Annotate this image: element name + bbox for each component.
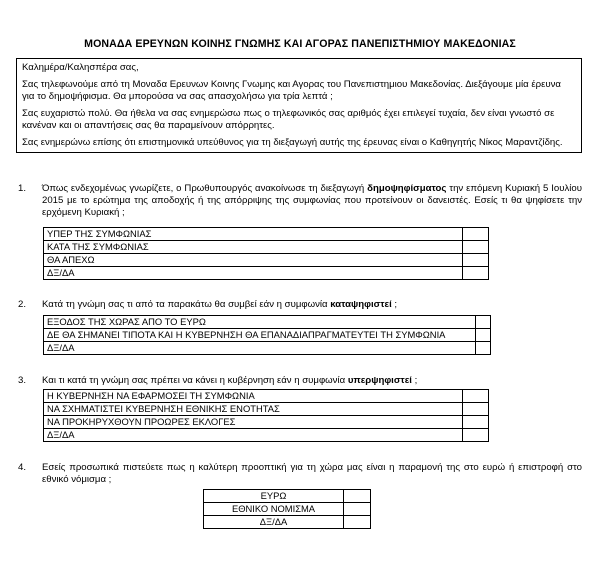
answer-checkbox[interactable] xyxy=(344,503,371,516)
answer-row xyxy=(44,329,491,342)
page-title: ΜΟΝΑΔΑ ΕΡΕΥΝΩΝ ΚΟΙΝΗΣ ΓΝΩΜΗΣ ΚΑΙ ΑΓΟΡΑΣ ΠΑΝΕΠΙΣΤΗΜΙΟΥ ΜΑΚΕΔΟΝΙΑΣ xyxy=(84,38,516,50)
answer-table-1 xyxy=(43,227,489,280)
question-number: 1. xyxy=(18,183,27,194)
answer-row xyxy=(204,503,371,516)
answer-checkbox[interactable] xyxy=(344,490,371,503)
answer-checkbox[interactable] xyxy=(463,429,489,442)
answer-label: ΕΞΟΔΟΣ ΤΗΣ ΧΩΡΑΣ ΑΠΟ ΤΟ ΕΥΡΩ xyxy=(44,316,476,329)
answer-row xyxy=(44,254,489,267)
answer-checkbox[interactable] xyxy=(463,254,489,267)
intro-paragraph: Σας ενημερώνω επίσης ότι επιστημονικά υπεύθυνος για τη διεξαγωγή αυτής της έρευνας είναι ο Καθηγητής Νίκος Μαραντζίδης. xyxy=(22,136,563,148)
intro-paragraph: Σας ευχαριστώ πολύ. Θα ήθελα να σας ενημερώσω πως ο τηλεφωνικός σας αριθμός έχει επιλεγεί τυχαία, δεν είναι γνωστό σε κανέναν και οι απαντήσεις σας θα παραμείνουν απόρρητες. xyxy=(22,107,555,131)
answer-row xyxy=(44,228,489,241)
answer-label: ΔΞ/ΔΑ xyxy=(204,516,344,529)
answer-row xyxy=(44,403,489,416)
answer-table-2 xyxy=(43,315,491,355)
question-text: Εσείς προσωπικά πιστεύετε πως η καλύτερη προοπτική για τη χώρα μας είναι η παραμονή της στο ευρώ ή επιστροφή στο εθνικό νόμισμα ; xyxy=(42,462,582,485)
answer-label: ΕΥΡΩ xyxy=(204,490,344,503)
answer-table-4 xyxy=(203,489,371,529)
question-text: Και τι κατά τη γνώμη σας πρέπει να κάνει η κυβέρνηση εάν η συμφωνία υπερψηφιστεί ; xyxy=(42,375,418,386)
answer-checkbox[interactable] xyxy=(344,516,371,529)
intro-paragraph: Σας τηλεφωνούμε από τη Μοναδα Ερευνων Κοινης Γνωμης και Αγορας του Πανεπιστημιου Μακεδονίας. Διεξάγουμε μία έρευνα για το δημοψήφισμα. Θα μπορούσα να σας απασχολήσω για τρία λεπτά ; xyxy=(22,78,561,102)
answer-label: Η ΚΥΒΕΡΝΗΣΗ ΝΑ ΕΦΑΡΜΟΣΕΙ ΤΗ ΣΥΜΦΩΝΙΑ xyxy=(44,390,463,403)
answer-row xyxy=(44,316,491,329)
answer-label: ΔΞ/ΔΑ xyxy=(44,429,463,442)
answer-checkbox[interactable] xyxy=(476,342,491,355)
answer-label: ΥΠΕΡ ΤΗΣ ΣΥΜΦΩΝΙΑΣ xyxy=(44,228,463,241)
answer-label: ΔΞ/ΔΑ xyxy=(44,267,463,280)
intro-box xyxy=(16,58,582,153)
question-text: Όπως ενδεχομένως γνωρίζετε, ο Πρωθυπουργός ανακοίνωσε τη διεξαγωγή δημοψηφίσματος την επόμενη Κυριακή 5 Ιουλίου 2015 με το ερώτημα της αποδοχής ή της απόρριψης της συμφωνίας που προτείνουν οι δανειστές. Εσείς τι θα ψηφίσετε την ερχόμενη Κυριακή ; xyxy=(42,183,582,218)
answer-row xyxy=(44,241,489,254)
answer-label: ΕΘΝΙΚΟ ΝΟΜΙΣΜΑ xyxy=(204,503,344,516)
answer-label: ΚΑΤΑ ΤΗΣ ΣΥΜΦΩΝΙΑΣ xyxy=(44,241,463,254)
answer-row xyxy=(44,267,489,280)
answer-checkbox[interactable] xyxy=(463,241,489,254)
answer-checkbox[interactable] xyxy=(463,416,489,429)
answer-row xyxy=(44,429,489,442)
answer-checkbox[interactable] xyxy=(463,228,489,241)
question-number: 4. xyxy=(18,462,27,473)
answer-checkbox[interactable] xyxy=(463,267,489,280)
answer-row xyxy=(44,390,489,403)
question-number: 2. xyxy=(18,299,27,310)
intro-greeting: Καλημέρα/Καλησπέρα σας, xyxy=(22,62,139,73)
answer-label: ΔΕ ΘΑ ΣΗΜΑΝΕΙ ΤΙΠΟΤΑ ΚΑΙ Η ΚΥΒΕΡΝΗΣΗ ΘΑ ΕΠΑΝΑΔΙΑΠΡΑΓΜΑΤΕΥΤΕΙ ΤΗ ΣΥΜΦΩΝΙΑ xyxy=(44,329,476,342)
answer-checkbox[interactable] xyxy=(476,329,491,342)
answer-label: ΘΑ ΑΠΕΧΩ xyxy=(44,254,463,267)
answer-row xyxy=(204,516,371,529)
answer-row xyxy=(44,416,489,429)
answer-row xyxy=(204,490,371,503)
answer-label: ΝΑ ΣΧΗΜΑΤΙΣΤΕΙ ΚΥΒΕΡΝΗΣΗ ΕΘΝΙΚΗΣ ΕΝΟΤΗΤΑΣ xyxy=(44,403,463,416)
answer-row xyxy=(44,342,491,355)
answer-label: ΔΞ/ΔΑ xyxy=(44,342,476,355)
question-number: 3. xyxy=(18,375,27,386)
answer-checkbox[interactable] xyxy=(476,316,491,329)
answer-checkbox[interactable] xyxy=(463,403,489,416)
question-text: Κατά τη γνώμη σας τι από τα παρακάτω θα συμβεί εάν η συμφωνία καταψηφιστεί ; xyxy=(42,299,398,310)
answer-table-3 xyxy=(43,389,489,442)
answer-label: ΝΑ ΠΡΟΚΗΡΥΧΘΟΥΝ ΠΡΟΩΡΕΣ ΕΚΛΟΓΕΣ xyxy=(44,416,463,429)
answer-checkbox[interactable] xyxy=(463,390,489,403)
